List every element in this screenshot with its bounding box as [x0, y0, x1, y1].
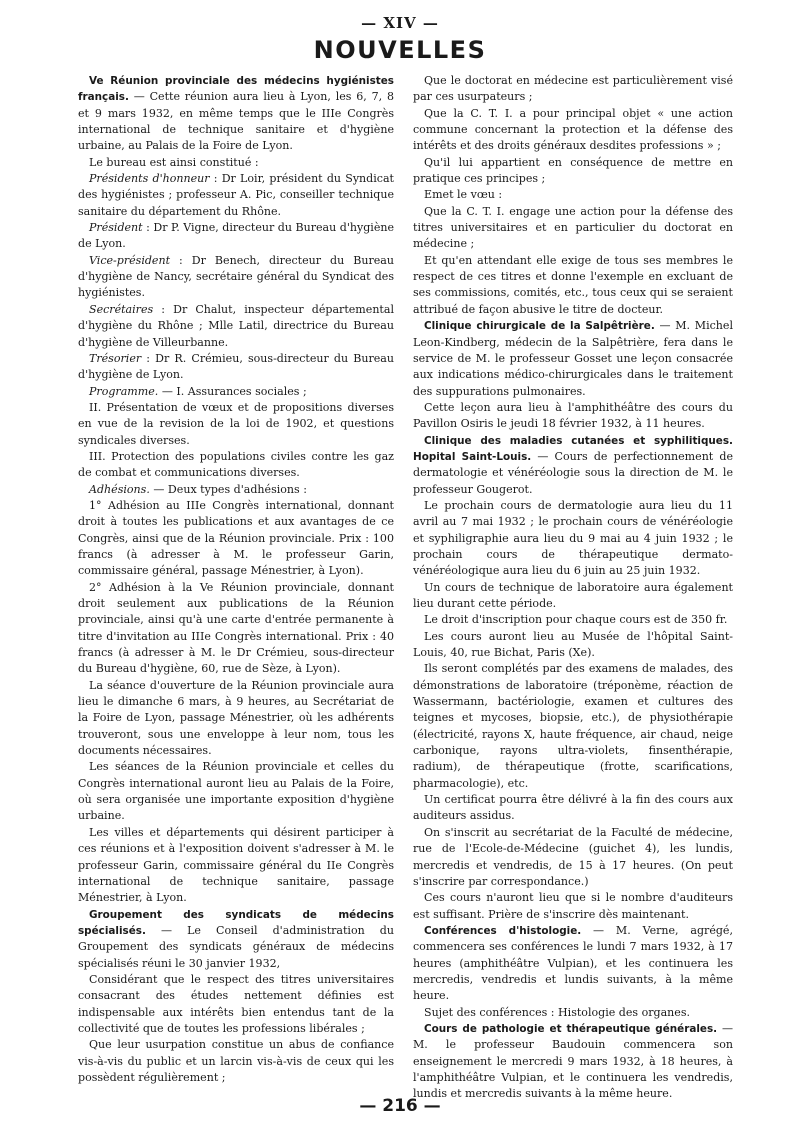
paragraph — [413, 498, 733, 580]
paragraph-text: — M. Verne, agrégé, commencera ses conférences le lundi 7 mars 1932, à 17 heures (amphithéâtre Vulpian), et les continuera les mercredis, vendredis et lundis suivants, à la même heure. — [413, 923, 733, 1003]
page-roman-numeral: — XIV — — [361, 14, 439, 32]
paragraph — [413, 106, 733, 155]
paragraph — [78, 1037, 394, 1086]
paragraph — [413, 73, 733, 106]
paragraph-text: Le prochain cours de dermatologie aura lieu du 11 avril au 7 mai 1932 ; le prochain cours de vénéréologie et syphiligraphie aura lieu du 9 mai au 4 juin 1932 ; le prochain cours de thérapeutique dermato-vénéréologique aura lieu du 6 juin au 25 juin 1932. — [413, 498, 733, 578]
paragraph — [78, 449, 394, 482]
paragraph-text: Le droit d'inscription pour chaque cours est de 350 fr. — [424, 613, 728, 627]
paragraph-text: Le bureau est ainsi constitué : — [89, 155, 259, 169]
paragraph — [78, 825, 394, 907]
italic-label: Présidents d'honneur — [89, 172, 210, 186]
paragraph-text: Les séances de la Réunion provinciale et celles du Congrès international auront lieu au Palais de la Foire, où sera organisée une importante exposition d'hygiène urbaine. — [78, 760, 394, 823]
italic-label: Adhésions. — [89, 482, 150, 496]
paragraph-text: — M. le professeur Baudouin commencera son enseignement le mercredi 9 mars 1932, à 18 heures, à l'amphithéâtre Vulpian, et le continuera les vendredis, lundis et mercredis suivants à la même heure. — [413, 1021, 734, 1101]
paragraph-text: Un certificat pourra être délivré à la fin des cours aux auditeurs assidus. — [413, 793, 733, 823]
left-column — [78, 73, 394, 1086]
paragraph — [413, 1005, 733, 1021]
paragraph-text: — M. Michel Leon-Kindberg, médecin de la Salpêtrière, fera dans le service de M. le professeur Gosset une leçon consacrée aux indications médico-chirurgicales dans le traitement des suppurations pulmonaires. — [413, 319, 733, 398]
section-heading: Groupement des syndicats de médecins spécialisés. — [78, 908, 394, 937]
paragraph-text: II. Présentation de vœux et de propositions diverses en vue de la revision de la loi de 1902, et questions syndicales diverses. — [78, 400, 394, 447]
paragraph-text: On s'inscrit au secrétariat de la Faculté de médecine, rue de l'Ecole-de-Médecine (guichet 4), les lundis, mercredis et vendredis, de 15 à 17 heures. (On peut s'inscrire par correspondance.) — [413, 825, 733, 888]
paragraph-text: Emet le vœu : — [424, 188, 503, 202]
section-heading: Cours de pathologie et thérapeutique générales. — [424, 1022, 718, 1035]
paragraph — [78, 400, 394, 449]
paragraph — [78, 498, 394, 580]
page-title: NOUVELLES — [313, 36, 487, 64]
paragraph-text: — Cours de perfectionnement de dermatologie et vénéréologie sous la direction de M. le professeur Gougerot. — [413, 449, 733, 496]
italic-label: Programme. — [89, 384, 159, 398]
paragraph — [413, 612, 733, 628]
paragraph-text: Cette leçon aura lieu à l'amphithéâtre des cours du Pavillon Osiris le jeudi 18 février 1932, à 11 heures. — [413, 400, 733, 431]
paragraph — [78, 482, 394, 498]
paragraph — [413, 400, 733, 433]
paragraph-text: Les villes et départements qui désirent participer à ces réunions et à l'exposition doivent s'adresser à M. le professeur Garin, commissaire général du IIe Congrès international de technique sanitaire, passage Ménestrier, à Lyon. — [78, 825, 394, 905]
paragraph-text: La séance d'ouverture de la Réunion provinciale aura lieu le dimanche 6 mars, à 9 heures, au Secrétariat de la Foire de Lyon, passage Ménestrier, où les adhérents trouveront, sous une enveloppe à leur nom, tous les documents nécessaires. — [78, 678, 394, 758]
paragraph-text: — Deux types d'adhésions : — [149, 482, 307, 496]
paragraph — [78, 155, 394, 171]
paragraph — [413, 204, 733, 253]
paragraph — [78, 302, 394, 351]
italic-label: Trésorier — [89, 351, 142, 365]
paragraph-text: : Dr Chalut, inspecteur départemental d'hygiène du Rhône ; Mlle Latil, directrice du Bureau d'hygiène de Villeurbanne. — [78, 302, 394, 349]
paragraph — [78, 384, 394, 400]
paragraph-text: Les cours auront lieu au Musée de l'hôpital Saint-Louis, 40, rue Bichat, Paris (Xe). — [413, 629, 733, 660]
paragraph-text: : Dr R. Crémieu, sous-directeur du Bureau d'hygiène de Lyon. — [78, 351, 394, 382]
paragraph-text: 2° Adhésion à la Ve Réunion provinciale, donnant droit seulement aux publications de la Réunion provinciale, ainsi qu'à une carte d'entrée permanente à titre d'invitation au IIIe Congrès international. Prix : 40 francs (à adresser à M. le Dr Crémieu, sous-directeur du Bureau d'hygiène, 60, rue de Sèze, à Lyon). — [78, 580, 394, 676]
paragraph-text: Que la C. T. I. a pour principal objet « une action commune concernant la protection et la défense des intérêts et des droits généraux desdites professions » ; — [413, 106, 733, 153]
italic-label: Secrétaires — [89, 302, 154, 316]
paragraph — [78, 73, 394, 155]
paragraph-text: Que la C. T. I. engage une action pour la défense des titres universitaires et en particulier du doctorat en médecine ; — [413, 204, 733, 251]
paragraph — [78, 351, 394, 384]
paragraph-text: Qu'il lui appartient en conséquence de mettre en pratique ces principes ; — [413, 155, 733, 186]
section-heading: Ve Réunion provinciale des médecins hygiénistes français. — [78, 75, 394, 104]
paragraph — [413, 253, 733, 318]
paragraph — [78, 253, 394, 302]
paragraph — [78, 678, 394, 760]
paragraph-text: — Cette réunion aura lieu à Lyon, les 6, 7, 8 et 9 mars 1932, en même temps que le IIIe Congrès international de technique sanitaire et d'hygiène urbaine, au Palais de la Foire de Lyon. — [78, 90, 394, 153]
section-heading: Clinique des maladies cutanées et syphilitiques. Hopital Saint-Louis. — [413, 434, 733, 463]
paragraph — [413, 1021, 733, 1103]
paragraph — [78, 907, 394, 972]
paragraph — [413, 629, 733, 662]
paragraph-text: Considérant que le respect des titres universitaires consacrant des études nettement définies est indispensable aux intérêts bien entendus tant de la collectivité que de toutes les professions libérales ; — [78, 972, 394, 1035]
paragraph — [78, 972, 394, 1037]
paragraph — [413, 890, 733, 923]
section-heading: Conférences d'histologie. — [424, 924, 582, 937]
paragraph — [413, 792, 733, 825]
paragraph — [78, 580, 394, 678]
paragraph-text: : Dr Benech, directeur du Bureau d'hygiène de Nancy, secrétaire général du Syndicat des hygiénistes. — [78, 253, 394, 300]
paragraph — [413, 433, 733, 498]
paragraph — [78, 759, 394, 824]
paragraph-text: Que le doctorat en médecine est particulièrement visé par ces usurpateurs ; — [413, 74, 733, 104]
page-number: — 216 — — [359, 1096, 441, 1116]
paragraph-text: Un cours de technique de laboratoire aura également lieu durant cette période. — [413, 580, 733, 610]
paragraph — [413, 923, 733, 1005]
paragraph — [413, 318, 733, 400]
right-column — [413, 73, 733, 1103]
paragraph-text: Sujet des conférences : Histologie des organes. — [424, 1005, 691, 1019]
paragraph — [413, 661, 733, 792]
paragraph — [413, 155, 733, 188]
paragraph-text: III. Protection des populations civiles contre les gaz de combat et communications diverses. — [78, 449, 394, 480]
paragraph-text: Ils seront complétés par des examens de malades, des démonstrations de laboratoire (tréponème, réaction de Wassermann, bactériologie, examen et cultures des teignes et mycoses, biopsie, etc.), de physiothérapie (électricité, rayons X, haute fréquence, air chaud, neige carbonique, rayons ultra-violets, finsenthérapie, radium), de thérapeutique (frotte, scarifications, pharmacologie), etc. — [413, 662, 733, 790]
paragraph-text: 1° Adhésion au IIIe Congrès international, donnant droit à toutes les publications et aux avantages de ce Congrès, ainsi que de la Réunion provinciale. Prix : 100 francs (à adresser à M. le professeur Garin, commissaire général, passage Ménestrier, à Lyon). — [78, 498, 394, 578]
paragraph-text: Ces cours n'auront lieu que si le nombre d'auditeurs est suffisant. Prière de s'inscrire dès maintenant. — [413, 891, 733, 921]
paragraph — [78, 171, 394, 220]
paragraph — [78, 220, 394, 253]
paragraph-text: — Le Conseil d'administration du Groupement des syndicats généraux de médecins spécialisés réuni le 30 janvier 1932, — [78, 923, 394, 970]
paragraph-text: Que leur usurpation constitue un abus de confiance vis-à-vis du public et un larcin vis-à-vis de ceux qui les possèdent régulièrement ; — [78, 1038, 394, 1084]
paragraph-text: : Dr P. Vigne, directeur du Bureau d'hygiène de Lyon. — [78, 221, 395, 251]
paragraph — [413, 580, 733, 613]
italic-label: Vice-président — [89, 253, 171, 267]
paragraph-text: — I. Assurances sociales ; — [158, 384, 307, 398]
paragraph-text: : Dr Loir, président du Syndicat des hygiénistes ; professeur A. Pic, conseiller technique sanitaire du département du Rhône. — [78, 172, 394, 218]
italic-label: Président — [89, 221, 143, 235]
paragraph — [413, 187, 733, 203]
paragraph-text: Et qu'en attendant elle exige de tous ses membres le respect de ces titres et donne l'exemple en excluant de ses commissions, comités, etc., tous ceux qui se seraient attribué de façon abusive le titre de docteur. — [413, 253, 733, 316]
section-heading: Clinique chirurgicale de la Salpêtrière. — [424, 320, 655, 333]
paragraph — [413, 825, 733, 890]
